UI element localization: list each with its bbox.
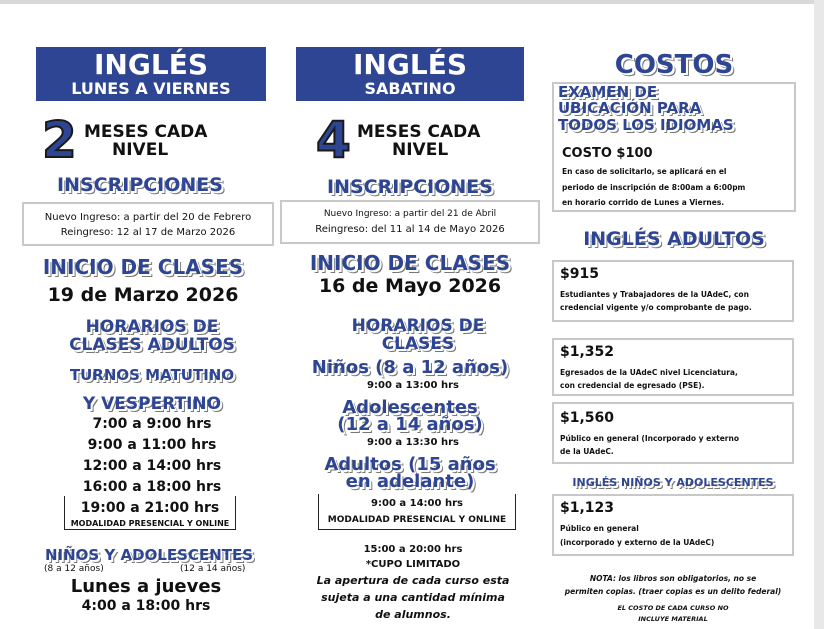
exam-cost: COSTO $100 — [562, 146, 653, 161]
col2-adultos-line2: en adelante) — [345, 471, 475, 492]
col2-inicio-title: INICIO DE CLASES — [309, 251, 511, 275]
col2-note-line2: sujeta a una cantidad mínima — [321, 591, 505, 604]
col1-lunes-jueves: Lunes a jueves — [70, 576, 222, 597]
col2-inicio-date: 16 de Mayo 2026 — [318, 275, 502, 297]
col1-modalidad: MODALIDAD PRESENCIAL Y ONLINE — [70, 519, 230, 528]
col1-turnos-line1: TURNOS MATUTINO — [69, 366, 235, 384]
col2-horarios-line2: CLASES — [381, 334, 455, 354]
col2-note-line1: La apertura de cada curso esta — [316, 574, 510, 587]
col1-inicio-date: 19 de Marzo 2026 — [47, 284, 239, 306]
col1-months-number: 2 — [42, 111, 77, 169]
col2-cupo: *CUPO LIMITADO — [365, 559, 461, 570]
exam-line3: TODOS LOS IDIOMAS — [558, 116, 734, 134]
col1-months-line2: NIVEL — [112, 140, 169, 160]
col2-months-line2: NIVEL — [392, 140, 449, 160]
col2-extra-hours: 15:00 a 20:00 hrs — [363, 544, 463, 555]
col1-reingreso: Reingreso: 12 al 17 de Marzo 2026 — [60, 227, 236, 238]
price-2-amount: $1,352 — [560, 344, 615, 360]
top-frame — [0, 0, 824, 4]
exam-line1: EXAMEN DE — [558, 83, 658, 101]
col1-nuevo-ingreso: Nuevo Ingreso: a partir del 20 de Febrero — [44, 212, 252, 223]
col1-title-line1: INGLÉS — [94, 48, 208, 81]
nota-line2: permiten copias. (traer copias es un delito federal) — [564, 587, 782, 596]
col1-inscripciones: INSCRIPCIONES — [57, 174, 223, 196]
col1-months-line1: MESES CADA — [84, 122, 208, 142]
col1-schedule-1: 7:00 a 9:00 hrs — [92, 416, 212, 432]
exam-line2: UBICACIÓN PARA — [558, 99, 702, 117]
ninos-costs-title: INGLÉS NIÑOS Y ADOLESCENTES — [572, 476, 774, 489]
col1-horarios-line1: HORARIOS DE — [85, 317, 219, 337]
col2-nuevo-ingreso: Nuevo Ingreso: a partir del 21 de Abril — [323, 209, 497, 219]
col2-adol-line1: Adolescentes — [342, 397, 478, 418]
col2-inscripciones: INSCRIPCIONES — [327, 176, 493, 198]
col1-turnos-line2: Y VESPERTINO — [82, 394, 222, 414]
exam-note-line2: periodo de inscripción de 8:00am a 6:00pm — [562, 183, 746, 192]
col2-note-line3: de alumnos. — [375, 608, 451, 621]
adultos-title: INGLÉS ADULTOS — [583, 228, 765, 250]
exam-note-line1: En caso de solicitarlo, se aplicará en el — [562, 167, 727, 176]
exam-note-line3: en horario corrido de Lunes a Viernes. — [562, 198, 725, 207]
col1-title-banner — [36, 47, 266, 101]
col2-months-number: 4 — [316, 111, 351, 169]
col1-schedule-3: 12:00 a 14:00 hrs — [82, 458, 222, 474]
col2-adultos-line1: Adultos (15 años — [324, 454, 496, 475]
col2-ninos-hours: 9:00 a 13:00 hrs — [367, 380, 459, 391]
col2-reingreso: Reingreso: del 11 al 14 de Mayo 2026 — [315, 224, 505, 235]
price-4-line2: (incorporado y externo de la UAdeC) — [560, 538, 715, 547]
price-1-line1: Estudiantes y Trabajadores de la UAdeC, con — [560, 290, 749, 299]
col2-horarios-line1: HORARIOS DE — [351, 316, 485, 336]
col2-adultos-hours: 9:00 a 14:00 hrs — [371, 498, 463, 509]
col1-boxed-schedule: 19:00 a 21:00 hrs — [80, 500, 220, 516]
col1-schedule-2: 9:00 a 11:00 hrs — [87, 437, 217, 453]
price-4-line1: Público en general — [560, 524, 639, 533]
price-3-line2: de la UAdeC. — [560, 447, 614, 456]
col1-inicio-title: INICIO DE CLASES — [42, 255, 244, 279]
col1-ninos-title: NIÑOS Y ADOLESCENTES — [44, 546, 254, 564]
price-1-line2: credencial vigente y/o comprobante de pago. — [560, 303, 752, 312]
col2-ninos-title: Niños (8 a 12 años) — [311, 357, 509, 378]
right-frame — [814, 0, 824, 629]
col2-adol-hours: 9:00 a 13:30 hrs — [367, 437, 459, 448]
col1-horarios-line2: CLASES ADULTOS — [69, 335, 235, 355]
price-2-line1: Egresados de la UAdeC nivel Licenciatura, — [560, 368, 738, 377]
col2-title-banner — [296, 47, 524, 101]
col2-months-line1: MESES CADA — [357, 122, 481, 142]
price-3-line1: Público en general (Incorporado y externo — [560, 434, 739, 443]
col2-adol-line2: (12 a 14 años) — [337, 414, 483, 435]
col2-modalidad: MODALIDAD PRESENCIAL Y ONLINE — [327, 515, 507, 525]
col2-title-line1: INGLÉS — [353, 48, 467, 81]
costo-line2: INCLUYE MATERIAL — [638, 615, 708, 623]
col3-title: COSTOS — [614, 50, 734, 80]
col1-lunes-jueves-hours: 4:00 a 18:00 hrs — [81, 598, 211, 614]
col1-inscripciones-box — [22, 202, 274, 246]
nota-line1: NOTA: los libros son obligatorios, no se — [589, 574, 757, 583]
col1-schedule-4: 16:00 a 18:00 hrs — [82, 479, 222, 495]
price-1-amount: $915 — [560, 266, 599, 282]
price-2-line2: con credencial de egresado (PSE). — [560, 381, 705, 390]
price-3-amount: $1,560 — [560, 410, 615, 426]
col1-adol-age: (12 a 14 años) — [180, 564, 246, 574]
col2-inscripciones-box — [280, 200, 540, 244]
col1-ninos-age: (8 a 12 años) — [44, 564, 104, 574]
costo-line1: EL COSTO DE CADA CURSO NO — [617, 604, 729, 612]
col1-title-line2: LUNES A VIERNES — [71, 79, 231, 98]
price-4-amount: $1,123 — [560, 500, 615, 516]
col2-title-line2: SABATINO — [364, 79, 456, 98]
